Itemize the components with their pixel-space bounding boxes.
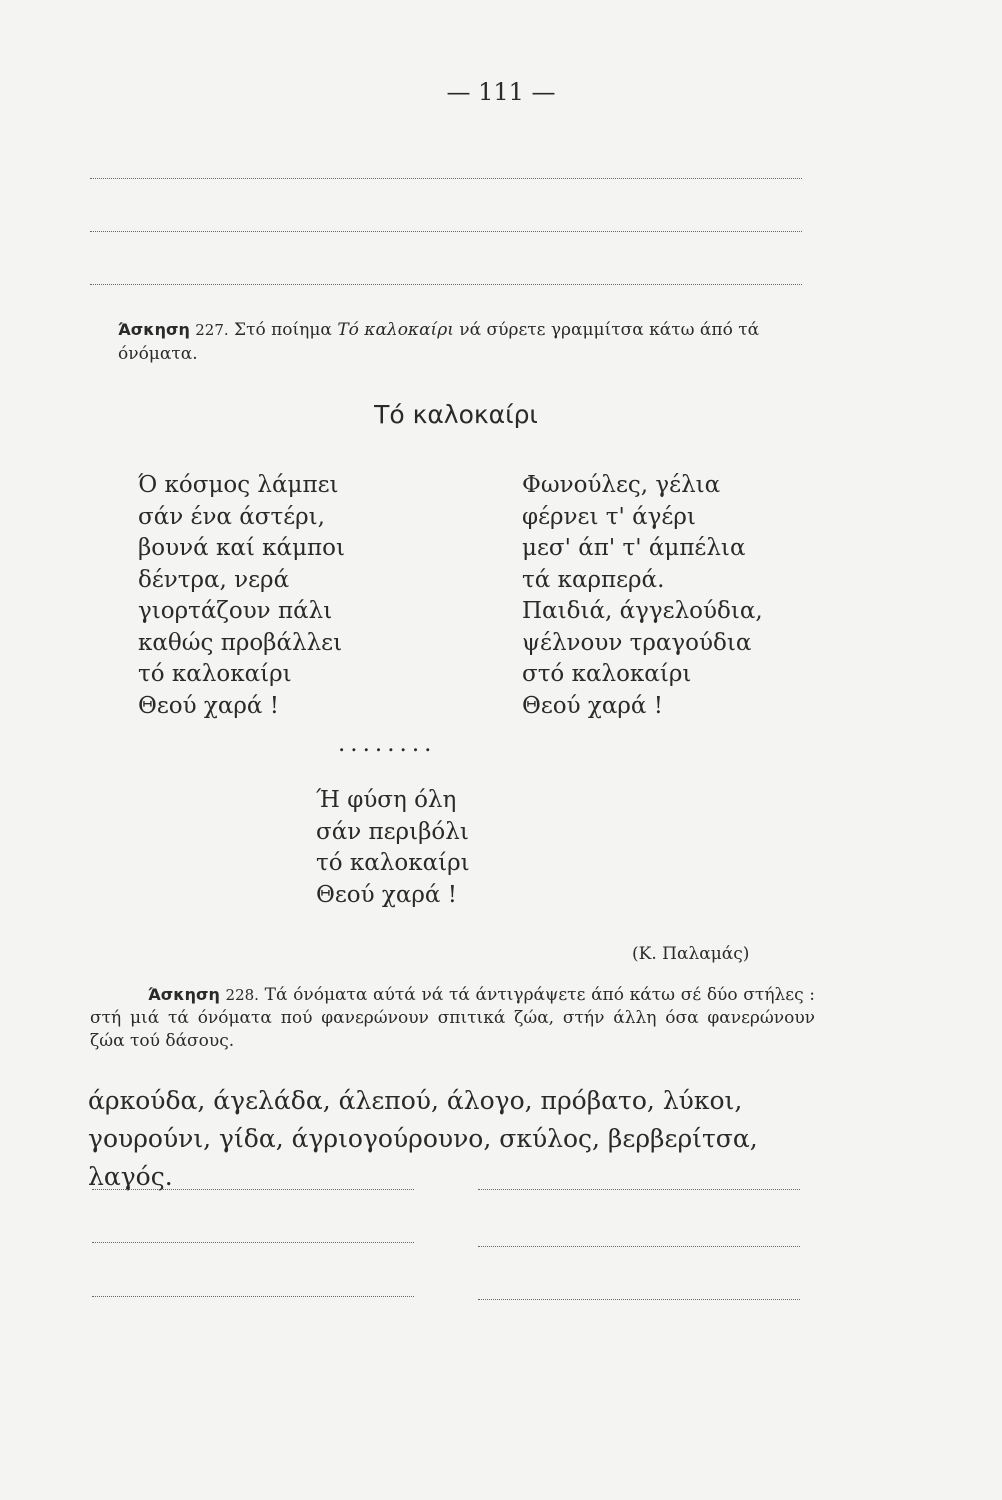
exercise-text: νά σύρετε γραμμίτσα κάτω άπό τά όνόματα. xyxy=(118,320,760,364)
exercise-228 xyxy=(90,983,815,1053)
answer-line xyxy=(478,1246,800,1247)
poem-line: δέντρα, νερά xyxy=(138,566,290,593)
ellipsis-dots: ........ xyxy=(338,731,437,757)
stanza-left xyxy=(138,470,345,722)
poem-line: ψέλνουν τραγούδια xyxy=(522,629,752,656)
poem-line: Φωνούλες, γέλια xyxy=(522,472,721,498)
poem-line: τά καρπερά. xyxy=(522,566,665,593)
answer-line xyxy=(90,284,802,285)
poem-line: Ό κόσμος λάμπει xyxy=(138,472,339,498)
poem-line: τό καλοκαίρι xyxy=(138,661,292,687)
poem-reference: Τό καλοκαίρι xyxy=(337,320,454,340)
stanza-right xyxy=(522,470,763,722)
poem-line: Παιδιά, άγγελούδια, xyxy=(522,598,763,624)
poem-line: τό καλοκαίρι xyxy=(316,850,470,876)
poem-line: Ή φύση όλη xyxy=(316,787,457,813)
exercise-text: Τά όνόματα αύτά νά τά άντιγράψετε άπό κάτω σέ δύο στήλες : στή μιά τά όνόματα πού φανερώνουν σπιτικά ζώα, στήν άλλη όσα φανερώνουν ζώα τού δάσους. xyxy=(90,985,816,1051)
answer-line xyxy=(478,1299,800,1300)
poem-line: βουνά καί κάμποι xyxy=(138,535,346,561)
poem-line: γιορτάζουν πάλι xyxy=(138,598,333,624)
poem-author: (Κ. Παλαμάς) xyxy=(632,944,750,964)
exercise-227 xyxy=(118,318,818,366)
poem-line: Θεού χαρά ! xyxy=(316,881,457,908)
answer-line xyxy=(90,231,802,232)
exercise-number: 228. xyxy=(225,986,259,1004)
poem-line: σάν ένα άστέρι, xyxy=(138,503,325,530)
answer-line xyxy=(478,1189,800,1190)
exercise-label: Άσκηση xyxy=(118,320,190,339)
answer-line xyxy=(90,178,802,179)
answer-line xyxy=(92,1296,414,1297)
poem-line: στό καλοκαίρι xyxy=(522,661,692,687)
poem-line: καθώς προβάλλει xyxy=(138,629,343,656)
poem-line: φέρνει τ' άγέρι xyxy=(522,503,696,530)
answer-line xyxy=(92,1189,414,1190)
poem-line: μεσ' άπ' τ' άμπέλια xyxy=(522,535,746,561)
exercise-number: 227. xyxy=(195,321,229,339)
poem-line: Θεού χαρά ! xyxy=(522,692,663,719)
word-list: άρκούδα, άγελάδα, άλεπού, άλογο, πρόβατο, λύκοι, γουρούνι, γίδα, άγριογούρουνο, σκύλος, βερβερίτσα, λαγός. xyxy=(88,1086,758,1191)
poem-title: Τό καλοκαίρι xyxy=(374,400,538,429)
exercise-text: Στό ποίημα xyxy=(234,320,332,340)
exercise-label: Άσκηση xyxy=(148,985,220,1004)
stanza-center xyxy=(316,785,470,911)
page-number: — 111 — xyxy=(446,78,556,106)
poem-line: σάν περιβόλι xyxy=(316,818,469,845)
poem-line: Θεού χαρά ! xyxy=(138,692,279,719)
answer-line xyxy=(92,1242,414,1243)
